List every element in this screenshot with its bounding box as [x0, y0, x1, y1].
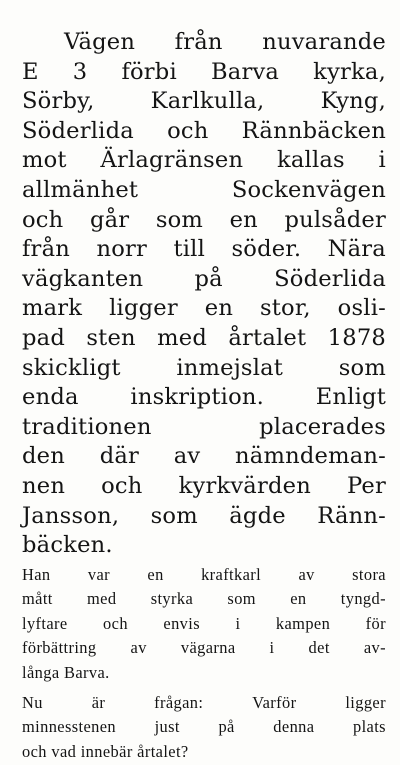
p2-line-3: lyftare och envis i kampen för [22, 613, 386, 633]
lead-line-13: enda inskription. Enligt [22, 384, 386, 411]
lead-line-18: bäcken. [22, 532, 113, 559]
lead-line-17: Jansson, som ägde Ränn- [22, 502, 386, 529]
small-print-section [22, 563, 386, 764]
p3-line-1: Nu är frågan: Varför ligger [22, 692, 386, 712]
p3-line-3: och vad innebär årtalet? [22, 741, 189, 761]
lead-line-10: mark ligger en stor, osli- [22, 295, 386, 322]
p2-line-4: förbättring av vägarna i det av- [22, 638, 386, 658]
p2-line-5: långa Barva. [22, 662, 110, 682]
paragraph-3 [22, 691, 386, 764]
lead-line-16: nen och kyrkvärden Per [22, 472, 386, 499]
p3-line-2: minnesstenen just på denna plats [22, 717, 386, 737]
lead-line-7: och går som en pulsåder [22, 206, 386, 233]
lead-line-12: skickligt inmejslat som [22, 354, 386, 381]
lead-line-5: mot Ärlagränsen kallas i [22, 147, 386, 174]
lead-line-3: Sörby, Karlkulla, Kyng, [22, 88, 386, 115]
lead-line-2: E 3 förbi Barva kyrka, [22, 58, 386, 85]
lead-line-15: den där av nämndeman- [22, 443, 386, 470]
lead-line-8: från norr till söder. Nära [22, 236, 386, 263]
paragraph-2 [22, 563, 386, 685]
p2-line-2: mått med styrka som en tyngd- [22, 589, 386, 609]
lead-line-1: Vägen från nuvarande [64, 29, 386, 55]
p2-line-1: Han var en kraftkarl av stora [22, 565, 386, 584]
lead-line-4: Söderlida och Rännbäcken [22, 117, 386, 144]
lead-paragraph [22, 28, 386, 561]
lead-line-6: allmänhet Sockenvägen [22, 176, 386, 203]
lead-line-11: pad sten med årtalet 1878 [22, 324, 386, 351]
lead-line-14: traditionen placerades [22, 413, 386, 440]
lead-line-9: vägkanten på Söderlida [22, 265, 386, 292]
